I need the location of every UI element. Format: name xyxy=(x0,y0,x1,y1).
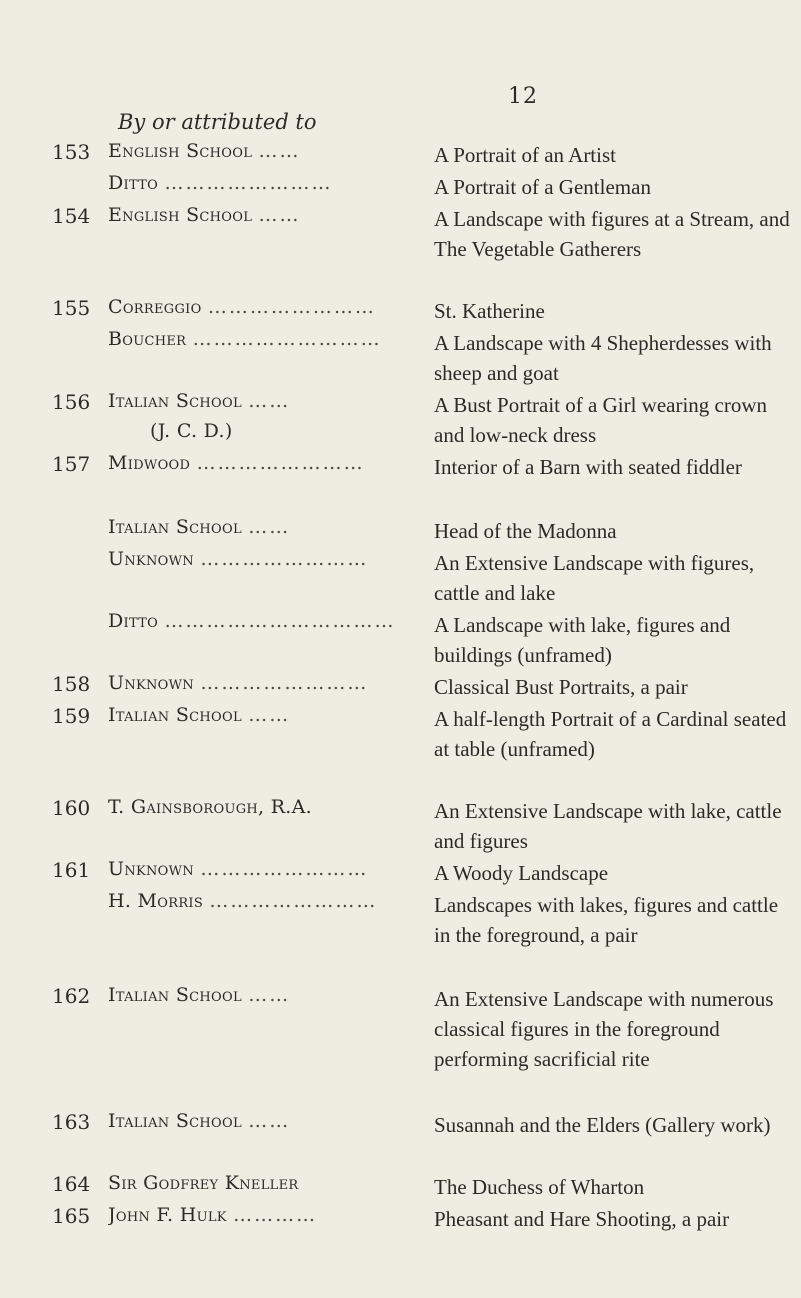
column-heading: By or attributed to xyxy=(118,110,317,134)
artist-initials: (J. C. D.) xyxy=(150,420,233,442)
artist-name: Italian School …… xyxy=(108,1110,291,1132)
painting-title: A Woody Landscape xyxy=(434,861,609,885)
artist-name: Italian School …… xyxy=(108,704,291,726)
painting-title: Susannah and the Elders (Gallery work) xyxy=(434,1113,771,1137)
artist-name: Boucher ……………………… xyxy=(108,328,382,350)
painting-title: An Extensive Landscape with lake, cattle and figures xyxy=(434,799,782,853)
artist-name: H. Morris …………………… xyxy=(108,890,378,912)
painting-title: An Extensive Landscape with numerous classical figures in the foreground performing sacrificial rite xyxy=(434,987,774,1071)
lot-number: 157 xyxy=(52,452,91,476)
page-number: 12 xyxy=(508,84,538,109)
artist-name: Italian School …… xyxy=(108,984,291,1006)
artist-name: English School …… xyxy=(108,140,301,162)
artist-name: Midwood …………………… xyxy=(108,452,365,474)
lot-number: 161 xyxy=(52,858,91,882)
lot-number: 155 xyxy=(52,296,91,320)
artist-name: Italian School …… xyxy=(108,390,291,412)
painting-title: A Landscape with 4 Shepherdesses with sheep and goat xyxy=(434,331,772,385)
painting-title: A Bust Portrait of a Girl wearing crown and low-neck dress xyxy=(434,393,768,447)
lot-number: 163 xyxy=(52,1110,91,1134)
artist-name: Unknown …………………… xyxy=(108,858,369,880)
artist-name: Ditto …………………………… xyxy=(108,610,396,632)
painting-title: St. Katherine xyxy=(434,299,545,323)
artist-name: Sir Godfrey Kneller xyxy=(108,1172,299,1194)
painting-title: A Landscape with figures at a Stream, and The Vegetable Gatherers xyxy=(434,207,790,261)
lot-number: 159 xyxy=(52,704,91,728)
lot-number: 160 xyxy=(52,796,91,820)
artist-name: Unknown …………………… xyxy=(108,548,369,570)
painting-title: Pheasant and Hare Shooting, a pair xyxy=(434,1207,730,1231)
artist-name: Italian School …… xyxy=(108,516,291,538)
artist-name: Unknown …………………… xyxy=(108,672,369,694)
lot-number: 156 xyxy=(52,390,91,414)
artist-name: Ditto …………………… xyxy=(108,172,333,194)
artist-name: English School …… xyxy=(108,204,301,226)
painting-title: A Portrait of a Gentleman xyxy=(434,175,651,199)
painting-title: A Landscape with lake, figures and buildings (unframed) xyxy=(434,613,731,667)
painting-title: Head of the Madonna xyxy=(434,519,617,543)
lot-number: 153 xyxy=(52,140,91,164)
lot-number: 164 xyxy=(52,1172,91,1196)
lot-number: 162 xyxy=(52,984,91,1008)
artist-name: T. Gainsborough, R.A. xyxy=(108,796,313,818)
painting-title: The Duchess of Wharton xyxy=(434,1175,645,1199)
artist-name: Correggio …………………… xyxy=(108,296,376,318)
painting-title: Interior of a Barn with seated fiddler xyxy=(434,455,742,479)
painting-title: Landscapes with lakes, figures and cattle in the foreground, a pair xyxy=(434,893,779,947)
artist-name: John F. Hulk ………… xyxy=(108,1204,318,1226)
painting-title: A half-length Portrait of a Cardinal seated at table (unframed) xyxy=(434,707,787,761)
lot-number: 165 xyxy=(52,1204,91,1228)
painting-title: A Portrait of an Artist xyxy=(434,143,616,167)
lot-number: 158 xyxy=(52,672,91,696)
painting-title: Classical Bust Portraits, a pair xyxy=(434,675,688,699)
lot-number: 154 xyxy=(52,204,91,228)
painting-title: An Extensive Landscape with figures, cattle and lake xyxy=(434,551,755,605)
